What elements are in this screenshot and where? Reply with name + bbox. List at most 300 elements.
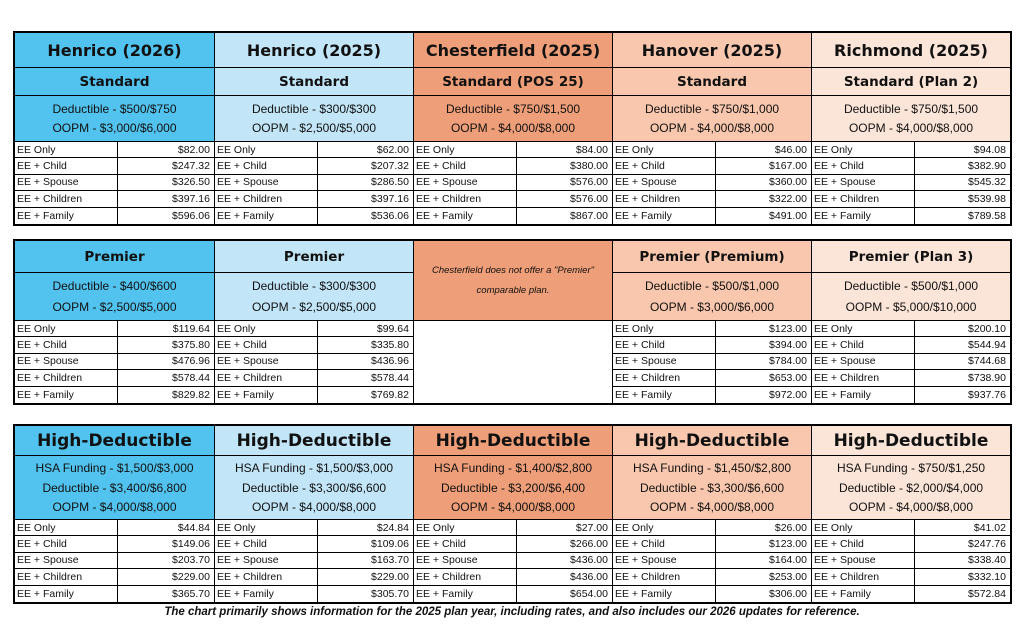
monthly-rate: $394.00 — [769, 339, 807, 352]
rate-row — [812, 553, 1010, 569]
coverage-tier: EE + Children — [414, 191, 517, 206]
plan-detail-line: HSA Funding - $1,450/$2,800 — [632, 461, 792, 476]
rate-row — [613, 158, 811, 174]
monthly-rate: $332.10 — [968, 570, 1006, 583]
coverage-tier: EE + Children — [15, 191, 118, 206]
monthly-rate: $380.00 — [570, 160, 608, 173]
rates-list — [812, 142, 1010, 224]
coverage-tier: EE + Family — [812, 586, 915, 602]
rate-row — [215, 553, 413, 569]
monthly-rate: $322.00 — [769, 192, 807, 205]
plan-detail-line: OOPM - $4,000/$8,000 — [52, 499, 177, 514]
coverage-tier: EE Only — [812, 520, 915, 535]
rate-row — [215, 158, 413, 174]
premier-plans-table — [13, 239, 1012, 405]
rate-row — [812, 536, 1010, 552]
rate-row — [15, 354, 214, 370]
monthly-rate: $123.00 — [769, 322, 807, 335]
monthly-rate: $94.08 — [973, 143, 1006, 156]
plan-detail-line: Deductible - $500/$1,000 — [843, 279, 979, 294]
rate-row — [812, 142, 1010, 158]
monthly-rate: $596.06 — [172, 209, 210, 222]
coverage-tier: EE Only — [15, 520, 118, 535]
rate-row — [15, 520, 214, 536]
monthly-rate: $247.32 — [172, 160, 210, 173]
plan-column-henrico-2026 — [15, 426, 214, 602]
rate-row — [15, 191, 214, 207]
monthly-rate: $365.70 — [172, 587, 210, 600]
monthly-rate: $335.80 — [371, 339, 409, 352]
plan-detail-line: Deductible - $300/$300 — [251, 101, 377, 116]
employer-title: Richmond (2025) — [812, 33, 1010, 68]
rate-row — [215, 586, 413, 602]
rates-list — [15, 142, 214, 224]
plan-name: Premier — [215, 241, 413, 273]
monthly-rate: $305.70 — [371, 587, 409, 600]
coverage-tier: EE Only — [15, 321, 118, 336]
plan-detail-line: HSA Funding - $750/$1,250 — [836, 461, 986, 476]
rate-row — [613, 520, 811, 536]
plan-detail-line: HSA Funding - $1,400/$2,800 — [433, 461, 593, 476]
plan-column-richmond-2025 — [811, 241, 1010, 403]
rate-row — [613, 354, 811, 370]
rates-list — [613, 520, 811, 602]
rate-row — [613, 387, 811, 403]
monthly-rate: $84.00 — [575, 143, 608, 156]
coverage-tier: EE + Family — [15, 586, 118, 602]
standard-plans-table — [13, 31, 1012, 226]
coverage-tier: EE + Children — [15, 569, 118, 584]
monthly-rate: $972.00 — [769, 388, 807, 401]
monthly-rate: $545.32 — [968, 176, 1006, 189]
plan-name: High-Deductible — [15, 426, 214, 456]
monthly-rate: $24.84 — [376, 521, 409, 534]
plan-details — [15, 96, 214, 142]
rate-row — [15, 370, 214, 386]
monthly-rate: $436.96 — [371, 355, 409, 368]
plan-column-chesterfield-2025 — [413, 426, 612, 602]
rate-row — [15, 553, 214, 569]
rate-row — [414, 191, 612, 207]
plan-name: Premier — [15, 241, 214, 273]
plan-column-chesterfield-2025 — [413, 241, 612, 403]
coverage-tier: EE Only — [414, 520, 517, 535]
plan-detail-line: OOPM - $2,500/$5,000 — [251, 299, 377, 314]
rate-row — [613, 142, 811, 158]
plan-details — [15, 456, 214, 520]
monthly-rate: $769.82 — [371, 388, 409, 401]
plan-detail-line: Deductible - $2,000/$4,000 — [838, 480, 984, 495]
monthly-rate: $253.00 — [769, 570, 807, 583]
rate-row — [15, 321, 214, 337]
monthly-rate: $27.00 — [575, 521, 608, 534]
monthly-rate: $572.84 — [968, 587, 1006, 600]
rate-row — [414, 208, 612, 224]
coverage-tier: EE + Spouse — [215, 175, 318, 190]
plan-name: Premier (Plan 3) — [812, 241, 1010, 273]
rate-row — [215, 536, 413, 552]
plan-detail-line: Deductible - $750/$1,500 — [445, 101, 581, 116]
rate-row — [613, 586, 811, 602]
rate-row — [613, 208, 811, 224]
plan-details — [812, 273, 1010, 321]
coverage-tier: EE + Spouse — [414, 553, 517, 568]
rate-row — [812, 354, 1010, 370]
monthly-rate: $789.58 — [968, 209, 1006, 222]
plan-detail-line: Deductible - $300/$300 — [251, 279, 377, 294]
coverage-tier: EE + Family — [613, 208, 716, 224]
empty-rates-area — [414, 321, 612, 403]
coverage-tier: EE + Child — [414, 536, 517, 551]
plan-details — [613, 456, 811, 520]
monthly-rate: $229.00 — [172, 570, 210, 583]
coverage-tier: EE Only — [613, 321, 716, 336]
plan-details — [215, 456, 413, 520]
monthly-rate: $229.00 — [371, 570, 409, 583]
coverage-tier: EE + Child — [613, 337, 716, 352]
monthly-rate: $41.02 — [973, 521, 1006, 534]
coverage-tier: EE + Family — [812, 387, 915, 403]
rates-list — [613, 142, 811, 224]
rates-list — [812, 321, 1010, 403]
rates-list — [414, 142, 612, 224]
coverage-tier: EE + Children — [215, 569, 318, 584]
coverage-tier: EE + Family — [15, 387, 118, 403]
coverage-tier: EE + Spouse — [613, 553, 716, 568]
coverage-tier: EE Only — [613, 520, 716, 535]
rate-row — [15, 142, 214, 158]
plan-name: High-Deductible — [613, 426, 811, 456]
monthly-rate: $247.76 — [968, 538, 1006, 551]
plan-details — [613, 273, 811, 321]
coverage-tier: EE Only — [215, 142, 318, 157]
monthly-rate: $536.06 — [371, 209, 409, 222]
plan-detail-line: HSA Funding - $1,500/$3,000 — [35, 461, 194, 476]
monthly-rate: $544.94 — [968, 339, 1006, 352]
plan-details — [15, 273, 214, 321]
rate-row — [812, 208, 1010, 224]
coverage-tier: EE + Spouse — [15, 354, 118, 369]
plan-detail-line: OOPM - $3,000/$6,000 — [649, 299, 775, 314]
plan-name: Standard (POS 25) — [414, 68, 612, 96]
rate-row — [812, 569, 1010, 585]
employer-title: Henrico (2026) — [15, 33, 214, 68]
plan-details — [613, 96, 811, 142]
plan-details — [215, 96, 413, 142]
plan-detail-line: Deductible - $3,400/$6,800 — [42, 480, 187, 495]
plan-detail-line: OOPM - $4,000/$8,000 — [649, 499, 775, 514]
monthly-rate: $286.50 — [371, 176, 409, 189]
plan-name: Standard (Plan 2) — [812, 68, 1010, 96]
monthly-rate: $266.00 — [570, 538, 608, 551]
plan-detail-line: OOPM - $2,500/$5,000 — [251, 121, 377, 136]
coverage-tier: EE Only — [215, 520, 318, 535]
rate-row — [812, 191, 1010, 207]
plan-column-richmond-2025 — [811, 426, 1010, 602]
rate-row — [15, 536, 214, 552]
rate-row — [215, 387, 413, 403]
monthly-rate: $26.00 — [774, 521, 807, 534]
employer-title: Hanover (2025) — [613, 33, 811, 68]
plan-name: Standard — [215, 68, 413, 96]
coverage-tier: EE + Children — [812, 569, 915, 584]
rate-row — [613, 569, 811, 585]
monthly-rate: $784.00 — [769, 355, 807, 368]
plan-column-henrico-2025 — [214, 33, 413, 224]
monthly-rate: $476.96 — [172, 355, 210, 368]
rate-row — [613, 553, 811, 569]
rate-row — [414, 569, 612, 585]
coverage-tier: EE + Child — [15, 536, 118, 551]
coverage-tier: EE + Family — [15, 208, 118, 224]
rate-row — [414, 520, 612, 536]
coverage-tier: EE + Child — [215, 337, 318, 352]
monthly-rate: $360.00 — [769, 176, 807, 189]
rate-row — [215, 569, 413, 585]
coverage-tier: EE + Family — [215, 208, 318, 224]
coverage-tier: EE Only — [15, 142, 118, 157]
plan-details — [812, 456, 1010, 520]
plan-column-henrico-2025 — [214, 241, 413, 403]
rates-list — [215, 520, 413, 602]
employer-title: Henrico (2025) — [215, 33, 413, 68]
rate-row — [215, 520, 413, 536]
coverage-tier: EE + Spouse — [15, 553, 118, 568]
coverage-tier: EE + Child — [15, 337, 118, 352]
rate-row — [414, 175, 612, 191]
plan-details — [414, 456, 612, 520]
coverage-tier: EE + Child — [414, 158, 517, 173]
coverage-tier: EE + Spouse — [812, 175, 915, 190]
plan-detail-line: OOPM - $4,000/$8,000 — [450, 499, 576, 514]
coverage-tier: EE Only — [215, 321, 318, 336]
rate-row — [613, 337, 811, 353]
rate-row — [414, 142, 612, 158]
rate-row — [215, 370, 413, 386]
plan-column-hanover-2025 — [612, 33, 811, 224]
coverage-tier: EE + Child — [812, 158, 915, 173]
coverage-tier: EE Only — [812, 321, 915, 336]
high-deductible-plans-table — [13, 424, 1012, 604]
coverage-tier: EE Only — [414, 142, 517, 157]
monthly-rate: $397.16 — [371, 192, 409, 205]
monthly-rate: $436.00 — [570, 554, 608, 567]
monthly-rate: $306.00 — [769, 587, 807, 600]
monthly-rate: $436.00 — [570, 570, 608, 583]
rate-row — [15, 175, 214, 191]
rate-row — [613, 536, 811, 552]
plan-detail-line: OOPM - $4,000/$8,000 — [848, 121, 974, 136]
rate-row — [613, 175, 811, 191]
plan-detail-line: Deductible - $750/$1,500 — [843, 101, 979, 116]
plan-name: Standard — [613, 68, 811, 96]
monthly-rate: $82.00 — [177, 143, 210, 156]
monthly-rate: $167.00 — [769, 160, 807, 173]
rates-list — [15, 321, 214, 403]
plan-details — [812, 96, 1010, 142]
monthly-rate: $576.00 — [570, 192, 608, 205]
monthly-rate: $200.10 — [968, 322, 1006, 335]
coverage-tier: EE + Children — [613, 191, 716, 206]
rate-row — [613, 321, 811, 337]
rate-row — [15, 158, 214, 174]
coverage-tier: EE + Child — [613, 536, 716, 551]
rate-row — [15, 586, 214, 602]
coverage-tier: EE + Family — [812, 208, 915, 224]
rate-row — [812, 520, 1010, 536]
coverage-tier: EE + Spouse — [613, 354, 716, 369]
plan-column-henrico-2026 — [15, 241, 214, 403]
plan-detail-line: Deductible - $400/$600 — [52, 279, 177, 294]
coverage-tier: EE + Child — [215, 158, 318, 173]
monthly-rate: $99.64 — [376, 322, 409, 335]
monthly-rate: $937.76 — [968, 388, 1006, 401]
rate-row — [613, 370, 811, 386]
plan-details — [215, 273, 413, 321]
coverage-tier: EE + Family — [414, 208, 517, 224]
plan-detail-line: OOPM - $3,000/$6,000 — [52, 121, 177, 136]
monthly-rate: $207.32 — [371, 160, 409, 173]
rate-row — [613, 191, 811, 207]
coverage-tier: EE + Family — [613, 387, 716, 403]
plan-name: High-Deductible — [215, 426, 413, 456]
monthly-rate: $654.00 — [570, 587, 608, 600]
monthly-rate: $203.70 — [172, 554, 210, 567]
plan-detail-line: Deductible - $3,300/$6,600 — [241, 480, 387, 495]
rate-row — [215, 321, 413, 337]
footnote: The chart primarily shows information for the 2025 plan year, including rates, and also includes our 2026 updates for reference. — [164, 606, 860, 618]
plan-detail-line: Deductible - $3,300/$6,600 — [639, 480, 785, 495]
rates-list — [215, 142, 413, 224]
rate-row — [812, 158, 1010, 174]
rate-row — [414, 536, 612, 552]
monthly-rate: $653.00 — [769, 371, 807, 384]
coverage-tier: EE + Children — [613, 370, 716, 385]
rate-row — [15, 387, 214, 403]
rate-row — [215, 191, 413, 207]
coverage-tier: EE + Children — [215, 370, 318, 385]
rate-row — [812, 586, 1010, 602]
monthly-rate: $578.44 — [172, 371, 210, 384]
coverage-tier: EE + Spouse — [414, 175, 517, 190]
monthly-rate: $738.90 — [968, 371, 1006, 384]
rates-list — [613, 321, 811, 403]
plan-detail-line: OOPM - $4,000/$8,000 — [450, 121, 576, 136]
monthly-rate: $109.06 — [371, 538, 409, 551]
rate-row — [812, 321, 1010, 337]
rate-row — [215, 142, 413, 158]
monthly-rate: $382.90 — [968, 160, 1006, 173]
rate-row — [215, 208, 413, 224]
monthly-rate: $326.50 — [172, 176, 210, 189]
coverage-tier: EE + Child — [15, 158, 118, 173]
coverage-tier: EE + Children — [812, 370, 915, 385]
plan-column-chesterfield-2025 — [413, 33, 612, 224]
employer-title: Chesterfield (2025) — [414, 33, 612, 68]
coverage-tier: EE + Children — [215, 191, 318, 206]
coverage-tier: EE + Spouse — [15, 175, 118, 190]
rate-row — [812, 337, 1010, 353]
coverage-tier: EE + Spouse — [812, 553, 915, 568]
rates-list — [812, 520, 1010, 602]
coverage-tier: EE + Family — [613, 586, 716, 602]
monthly-rate: $539.98 — [968, 192, 1006, 205]
monthly-rate: $164.00 — [769, 554, 807, 567]
rate-row — [414, 586, 612, 602]
plan-column-hanover-2025 — [612, 426, 811, 602]
plan-name: High-Deductible — [414, 426, 612, 456]
coverage-tier: EE + Spouse — [215, 354, 318, 369]
monthly-rate: $744.68 — [968, 355, 1006, 368]
rates-list — [15, 520, 214, 602]
monthly-rate: $491.00 — [769, 209, 807, 222]
plan-column-hanover-2025 — [612, 241, 811, 403]
plan-name: Standard — [15, 68, 214, 96]
coverage-tier: EE + Children — [613, 569, 716, 584]
coverage-tier: EE + Child — [215, 536, 318, 551]
coverage-tier: EE + Spouse — [812, 354, 915, 369]
coverage-tier: EE + Children — [414, 569, 517, 584]
monthly-rate: $578.44 — [371, 371, 409, 384]
monthly-rate: $46.00 — [774, 143, 807, 156]
rate-row — [15, 337, 214, 353]
rates-list — [414, 520, 612, 602]
plan-column-henrico-2026 — [15, 33, 214, 224]
plan-detail-line: OOPM - $2,500/$5,000 — [52, 299, 177, 314]
coverage-tier: EE + Children — [15, 370, 118, 385]
monthly-rate: $867.00 — [570, 209, 608, 222]
coverage-tier: EE + Child — [812, 337, 915, 352]
no-plan-note: Chesterfield does not offer a "Premier" comparable plan. — [414, 241, 612, 321]
rate-row — [812, 387, 1010, 403]
monthly-rate: $149.06 — [172, 538, 210, 551]
plan-detail-line: OOPM - $5,000/$10,000 — [845, 299, 977, 314]
plan-name: High-Deductible — [812, 426, 1010, 456]
plan-detail-line: OOPM - $4,000/$8,000 — [251, 499, 377, 514]
coverage-tier: EE + Child — [613, 158, 716, 173]
coverage-tier: EE + Spouse — [215, 553, 318, 568]
plan-detail-line: Deductible - $500/$1,000 — [644, 279, 780, 294]
monthly-rate: $62.00 — [376, 143, 409, 156]
rate-row — [812, 175, 1010, 191]
monthly-rate: $44.84 — [177, 521, 210, 534]
coverage-tier: EE Only — [613, 142, 716, 157]
monthly-rate: $397.16 — [172, 192, 210, 205]
rate-row — [215, 337, 413, 353]
plan-column-richmond-2025 — [811, 33, 1010, 224]
monthly-rate: $123.00 — [769, 538, 807, 551]
coverage-tier: EE + Family — [215, 387, 318, 403]
plan-detail-line: OOPM - $4,000/$8,000 — [848, 499, 974, 514]
plan-detail-line: OOPM - $4,000/$8,000 — [649, 121, 775, 136]
plan-name: Premier (Premium) — [613, 241, 811, 273]
monthly-rate: $576.00 — [570, 176, 608, 189]
rate-row — [812, 370, 1010, 386]
plan-column-henrico-2025 — [214, 426, 413, 602]
monthly-rate: $163.70 — [371, 554, 409, 567]
rate-row — [215, 354, 413, 370]
rate-row — [414, 158, 612, 174]
coverage-tier: EE + Spouse — [613, 175, 716, 190]
plan-detail-line: Deductible - $500/$750 — [52, 101, 177, 116]
coverage-tier: EE + Children — [812, 191, 915, 206]
plan-details — [414, 96, 612, 142]
rate-row — [414, 553, 612, 569]
rate-row — [215, 175, 413, 191]
plan-detail-line: HSA Funding - $1,500/$3,000 — [234, 461, 394, 476]
coverage-tier: EE + Family — [215, 586, 318, 602]
monthly-rate: $375.80 — [172, 339, 210, 352]
